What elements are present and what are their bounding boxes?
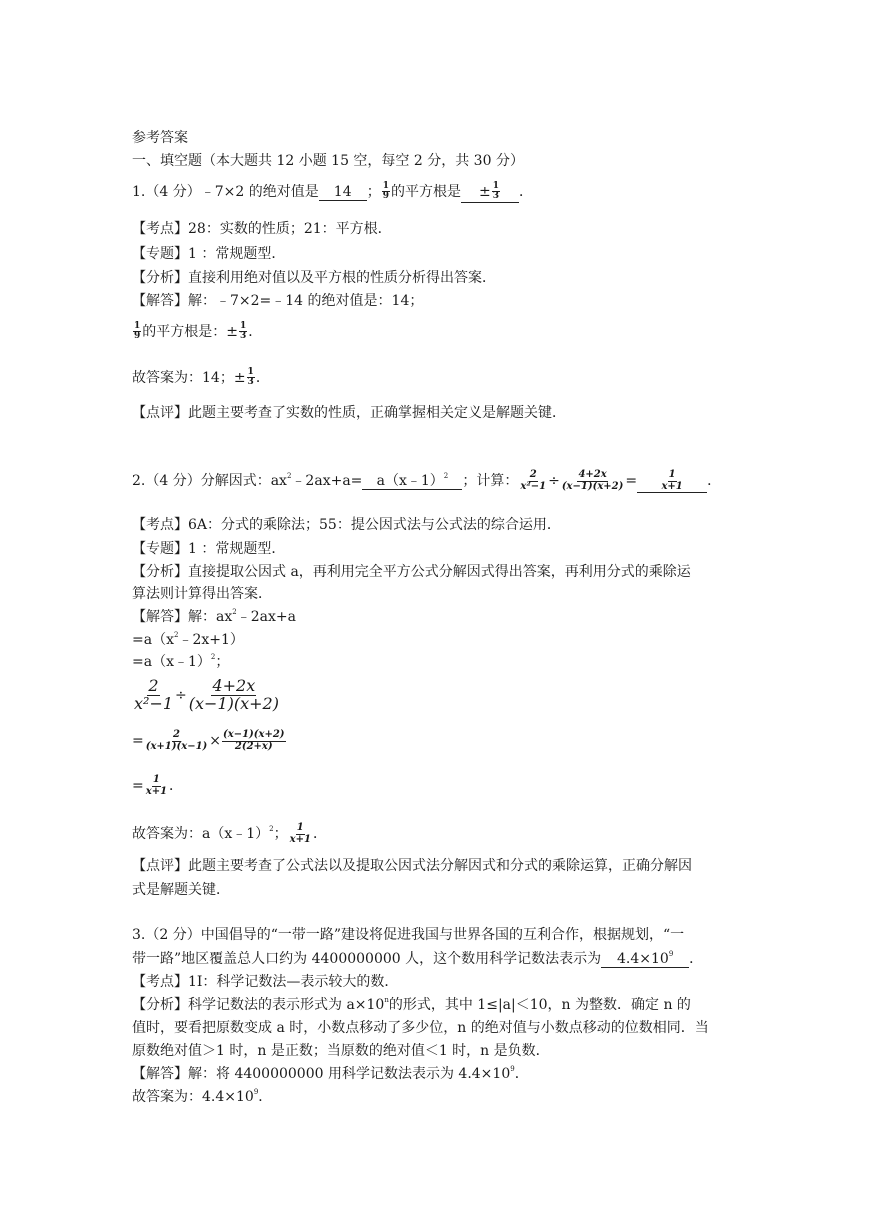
q2-jieda: 【解答】解：$ax^2﹣2ax+a$ xyxy=(132,608,296,625)
q2-dianping-2: 式是解题关键． xyxy=(132,882,230,898)
q2-multiply-step: = $\frac{2}{(x+1)(x-1)}$ × $\frac{(x-1)(x+2)}{2(2+x)}$ xyxy=(132,729,285,752)
q1-step: $\frac{1}{9}$ 的平方根是：± $\frac{1}{3}$ ． xyxy=(134,321,263,342)
q2-answer2: $\frac{1}{x+1}$ xyxy=(637,470,707,493)
q1-answer2: ± $\frac{1}{3}$ xyxy=(461,182,519,203)
q2-zhuanti: 【专题】1 ：常规题型． xyxy=(132,541,286,557)
q2-answer1: a（x﹣1）$^2$ xyxy=(362,473,462,490)
q1-dianping: 【点评】此题主要考查了实数的性质，正确掌握相关定义是解题关键． xyxy=(132,405,566,421)
q3-fenxi-2: 值时，要看把原数变成 a 时，小数点移动了多少位，n 的绝对值与小数点移动的位数相同．当 xyxy=(132,1020,709,1036)
page-title: 参考答案 xyxy=(132,130,188,146)
q1-fraction: $\frac{1}{9}$ xyxy=(382,181,389,202)
q1-stem: 1.（4 分）﹣7×2 的绝对值是 14 ； $\frac{1}{9}$ 的平方根是 ± $\frac{1}{3}$ ． xyxy=(132,181,533,202)
section-heading: 一、填空题（本大题共 12 小题 15 空，每空 2 分，共 30 分） xyxy=(132,153,524,169)
q1-kaodian: 【考点】28：实数的性质；21：平方根． xyxy=(132,221,392,237)
q3-final: 故答案为：$4.4\times 10^9$． xyxy=(132,1088,273,1105)
q2-fenxi-2: 算法则计算得出答案． xyxy=(132,586,272,602)
q3-answer: $4.4\times 10^9$ xyxy=(601,951,689,968)
q2-final: 故答案为：a（x﹣1）$^2$； $\frac{1}{x+1}$ ． xyxy=(132,822,327,845)
q1-fenxi: 【分析】直接利用绝对值以及平方根的性质分析得出答案． xyxy=(132,270,496,286)
q2-step1: $=a(x^2﹣2x+1)$ xyxy=(132,631,244,648)
q3-stem-2: 带一路”地区覆盖总人口约为 4400000000 人，这个数用科学记数法表示为 $4.4\times 10^9$ ． xyxy=(132,950,704,967)
q2-big-expression: $\frac{2}{\text{x²−1}}$ ÷ $\frac{4+2x}{(x-1)(x+2)}$ xyxy=(134,676,279,713)
q1-zhuanti: 【专题】1 ：常规题型． xyxy=(132,246,286,262)
q1-final: 故答案为：14；± $\frac{1}{3}$ ． xyxy=(132,367,270,388)
q2-dianping-1: 【点评】此题主要考查了公式法以及提取公因式法分解因式和分式的乘除运算，正确分解因 xyxy=(132,858,692,874)
q3-fenxi-3: 原数绝对值＞1 时，n 是正数；当原数的绝对值＜1 时，n 是负数． xyxy=(132,1043,550,1059)
q1-jieda: 【解答】解：﹣7×2=﹣14 的绝对值是：14； xyxy=(132,293,424,309)
q2-kaodian: 【考点】6A：分式的乘除法；55：提公因式法与公式法的综合运用． xyxy=(132,517,561,533)
q3-kaodian: 【考点】1I：科学记数法—表示较大的数． xyxy=(132,974,399,990)
q2-step2: =a（x﹣1）$^2$； xyxy=(132,653,230,670)
q2-stem: 2.（4 分）分解因式：$ax^2﹣2ax+a=$ a（x﹣1）$^2$ ；计算： $\frac{2}{\text{x²−1}}$ ÷ $\frac{4+2x}{(x-1)(x+2)}$ = $\frac{1}{x+1}$ ． xyxy=(132,469,722,492)
q2-result-step: = $\frac{1}{x+1}$ ． xyxy=(132,774,184,797)
q3-fenxi-1: 【分析】科学记数法的表示形式为 $a\times 10^n$的形式，其中 1≤|a|＜10，n 为整数．确定 n 的 xyxy=(132,996,691,1013)
q2-fenxi-1: 【分析】直接提取公因式 a，再利用完全平方公式分解因式得出答案，再利用分式的乘除运 xyxy=(132,564,691,580)
q1-answer1: 14 xyxy=(319,184,367,201)
q3-jieda: 【解答】解：将 4400000000 用科学记数法表示为 $4.4\times 10^9$． xyxy=(132,1065,529,1082)
q3-stem-1: 3.（2 分）中国倡导的“一带一路”建设将促进我国与世界各国的互利合作，根据规划，“一 xyxy=(132,927,685,943)
